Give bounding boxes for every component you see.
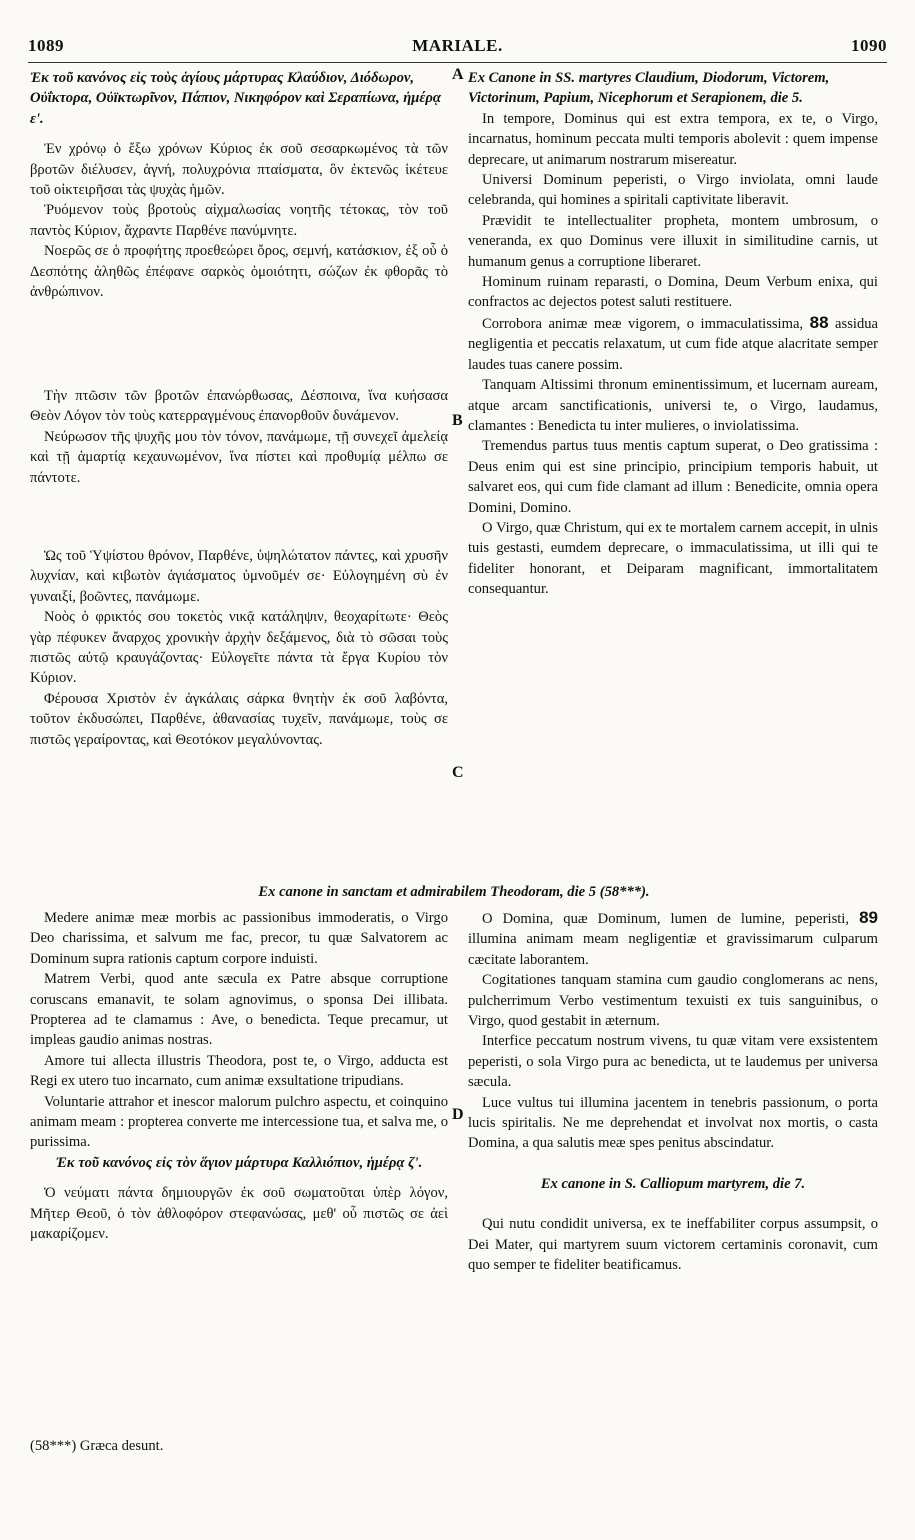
greek-paragraph: Νοερῶς σε ὁ προφήτης προεθεώρει ὄρος, σεμνή, κατάσκιον, ἐξ οὗ ὁ Δεσπότης ἀληθῶς ἐπέφανε σαρκὸς ὁμοιότητι, σώζων ἐκ φθορᾶς τὸ ἀνθρώπινον. <box>30 243 448 301</box>
latin-paragraph: In tempore, Dominus qui est extra tempora, ex te, o Virgo, incarnatus, hominum peccata multi temporis abolevit : quem impense deprecare, ut animarum nostrarum misereatur. <box>468 110 878 168</box>
latin-paragraph: Medere animæ meæ morbis ac passionibus immoderatis, o Virgo Deo charissima, et salvum me fac, precor, tu quæ Salvatorem ac Dominum supra rationis captum corpore induisti. <box>30 910 448 967</box>
latin-paragraph: Amore tui allecta illustris Theodora, post te, o Virgo, adducta est Regi ex utero tuo incarnato, cum animæ exsultatione tripudians. <box>30 1052 448 1090</box>
latin-heading-2: Ex canone in S. Calliopum martyrem, die 7. <box>540 1175 806 1192</box>
theodora-heading: Ex canone in sanctam et admirabilem Theodoram, die 5 (58***). <box>258 884 650 900</box>
latin-paragraph: Luce vultus tui illumina jacentem in tenebris passionum, o porta lucis spiritalis. Ne me deprehendat et involvat nox mortis, o casta Domina, a qua salutis meæ spes penitus abscindatur. <box>468 1094 878 1152</box>
right-column-top <box>468 68 878 600</box>
left-column-top <box>30 68 448 302</box>
greek-paragraph: Φέρουσα Χριστὸν ἐν ἀγκάλαις σάρκα θνητὴν ἐκ σοῦ λαβόντα, τοῦτον ἐκδυσώπει, Παρθένε, ἀθανασίας τυχεῖν, πανάμωμε, τοὺς σε πιστῶς γεραίροντας, καὶ Θεοτόκον μεγαλύνοντας. <box>30 690 448 748</box>
latin-heading-1: Ex Canone in SS. martyres Claudium, Diodorum, Victorem, Victorinum, Papium, Nicephorum et Serapionem, die 5. <box>468 70 830 107</box>
latin-text: Corrobora animæ meæ vigorem, o immaculatissima, <box>482 315 804 332</box>
greek-paragraph: Ἐν χρόνῳ ὁ ἔξω χρόνων Κύριος ἐκ σοῦ σεσαρκωμένος τὰ τῶν βροτῶν διέλυσεν, ἁγνή, πολυχρόνια πταίσματα, ὃν ἐκτενῶς ἱκέτευε τοῦ οἰκτειρῆσαι τὰς ψυχὰς ἡμῶν. <box>30 141 448 199</box>
latin-paragraph: Qui nutu condidit universa, ex te ineffabiliter corpus assumpsit, o Dei Mater, qui martyrem suum victorem certaminis coronavit, cum quo semper te fideliter beatificamus. <box>468 1216 878 1274</box>
latin-paragraph: Tremendus partus tuus mentis captum superat, o Deo gratissima : Deus enim qui est sine principio, principium temporis habuit, ut salvaret eos, qui cum fide clamant ad illum : Benedicite, omnia opera Domini, Domino. <box>468 438 878 516</box>
greek-paragraph: Ὁ νεύματι πάντα δημιουργῶν ἐκ σοῦ σωματοῦται ὑπὲρ λόγον, Μῆτερ Θεοῦ, ὁ τὸν ἀθλοφόρον στεφανώσας, μεθ' οὗ πιστῶς σε ἀεὶ μακαρίζομεν. <box>30 1185 448 1243</box>
greek-paragraph: Νεύρωσον τῆς ψυχῆς μου τὸν τόνον, πανάμωμε, τῇ συνεχεῖ ἀμελείᾳ καὶ τῇ ἁμαρτίᾳ κεχαυνωμένον, ἵνα πίστει καὶ προθυμίᾳ μέλπω σε πάντοτε. <box>30 428 448 486</box>
latin-paragraph <box>468 313 878 375</box>
page-number-left: 1089 <box>28 36 64 55</box>
left-column-second <box>30 386 448 488</box>
marker-b: B <box>452 412 463 429</box>
latin-text: O Domina, quæ Dominum, lumen de lumine, peperisti, <box>482 911 850 927</box>
marker-d: D <box>452 1106 464 1123</box>
greek-paragraph: Νοὸς ὁ φρικτός σου τοκετὸς νικᾷ κατάληψιν, θεοχαρίτωτε· Θεὸς γὰρ πέφυκεν ἄναρχος χρονικὴν ἀρχὴν δεξάμενος, διὰ τὸ σῶσαι τοὺς πιστῶς αὐτῷ κραυγάζοντας· Εὐλογεῖτε πάντα τὰ ἔργα Κυρίου τὸν Κύριον. <box>30 609 448 687</box>
greek-paragraph: Τὴν πτῶσιν τῶν βροτῶν ἐπανώρθωσας, Δέσποινα, ἵνα κυήσασα Θεὸν Λόγον τὸν τοὺς κατερραγμένους ἐπανορθοῦν δυνάμενον. <box>30 388 448 425</box>
page-number-right: 1090 <box>850 36 887 55</box>
column-number-89: 89 <box>859 908 878 927</box>
marker-a: A <box>452 66 464 83</box>
greek-heading-1: Ἐκ τοῦ κανόνος εἰς τοὺς ἁγίους μάρτυρας Κλαύδιον, Διόδωρον, Οὐΐκτορα, Οὐϊκτωρῖνον, Πάπιον, Νικηφόρον καὶ Σεραπίωνα, ἡμέρᾳ ε'. <box>30 70 441 127</box>
column-number-88: 88 <box>809 312 829 332</box>
latin-paragraph: Cogitationes tanquam stamina cum gaudio conglomerans ac nens, pulcherrimum Verbo vestimentum texuisti ex tuis sanguinibus, o Virgo, quod gestabit in æternum. <box>468 972 878 1030</box>
right-column-lower <box>468 908 878 1276</box>
latin-paragraph: O Virgo, quæ Christum, qui ex te mortalem carnem accepit, in ulnis tuis gestasti, eumdem deprecare, o immaculatissima, ut illi qui te fideliter honorant, et Deiparam magnificant, immortalitatem consequantur. <box>468 519 878 598</box>
header-rule <box>28 62 887 63</box>
footnote: (58***) Græca desunt. <box>30 1438 164 1454</box>
greek-heading-2: Ἐκ τοῦ κανόνος εἰς τὸν ἅγιον μάρτυρα Καλλιόπιον, ἡμέρᾳ ζ'. <box>55 1154 423 1171</box>
latin-paragraph: Interfice peccatum nostrum vivens, tu quæ vitam vere exsistentem peperisti, o sola Virgo pura ac benedicta, ut te laudemus per universa sæcula. <box>468 1033 878 1091</box>
latin-paragraph: Prævidit te intellectualiter propheta, montem umbrosum, o veneranda, ex quo Dominus vere illuxit in similitudine carnis, ut humanum genus a corruptione liberaret. <box>468 212 878 270</box>
latin-text: illumina animam meam negligentiæ et gravissimarum culparum cæcitate laborantem. <box>468 931 878 968</box>
latin-paragraph: Voluntarie attrahor et inescor malorum pulchro aspectu, et coinquino animam meam : propterea converte me intercessione tua, et salva me, o purissima. <box>30 1093 448 1151</box>
latin-paragraph <box>468 908 878 970</box>
left-column-third <box>30 546 448 750</box>
marker-c: C <box>452 764 464 781</box>
greek-paragraph: Ὡς τοῦ Ὑψίστου θρόνον, Παρθένε, ὑψηλώτατον πάντες, καὶ χρυσῆν λυχνίαν, καὶ κιβωτὸν ἁγιάσματος ὑμνοῦμέν σε· Εὐλογημένη σὺ ἐν γυναιξί, βοῶντες, πανάμωμε. <box>30 548 448 605</box>
latin-text: assidua negligentia et peccatis relaxatum, ut cum fide atque alacritate semper laudes tuas canere possim. <box>468 315 879 373</box>
left-column-lower <box>30 908 448 1245</box>
latin-paragraph: Hominum ruinam reparasti, o Domina, Deum Verbum enixa, qui confractos ac dejectos potest saluti restituere. <box>468 274 878 311</box>
latin-paragraph: Universi Dominum peperisti, o Virgo inviolata, omni laude celebranda, qui homines a spiritali captivitate liberavit. <box>468 172 878 209</box>
latin-paragraph: Tanquam Altissimi thronum eminentissimum, et lucernam auream, atque arcam sanctificationis, universi te, o Virgo, laudamus, clamantes : Benedicta tu inter mulieres, o inviolatissima. <box>468 377 878 434</box>
running-title: MARIALE. <box>412 36 503 55</box>
running-header <box>28 36 887 60</box>
greek-paragraph: Ῥυόμενον τοὺς βροτοὺς αἰχμαλωσίας νοητῆς τέτοκας, τὸν τοῦ παντὸς Κύριον, ἄχραντε Παρθένε πανύμνητε. <box>30 202 448 239</box>
latin-paragraph: Matrem Verbi, quod ante sæcula ex Patre absque corruptione coruscans emanavit, te solam agnovimus, o sponsa Dei illibata. Propterea ad te clamamus : Ave, o benedicta. Teque precamur, ut impleas gaudio animas nostras. <box>30 971 448 1049</box>
